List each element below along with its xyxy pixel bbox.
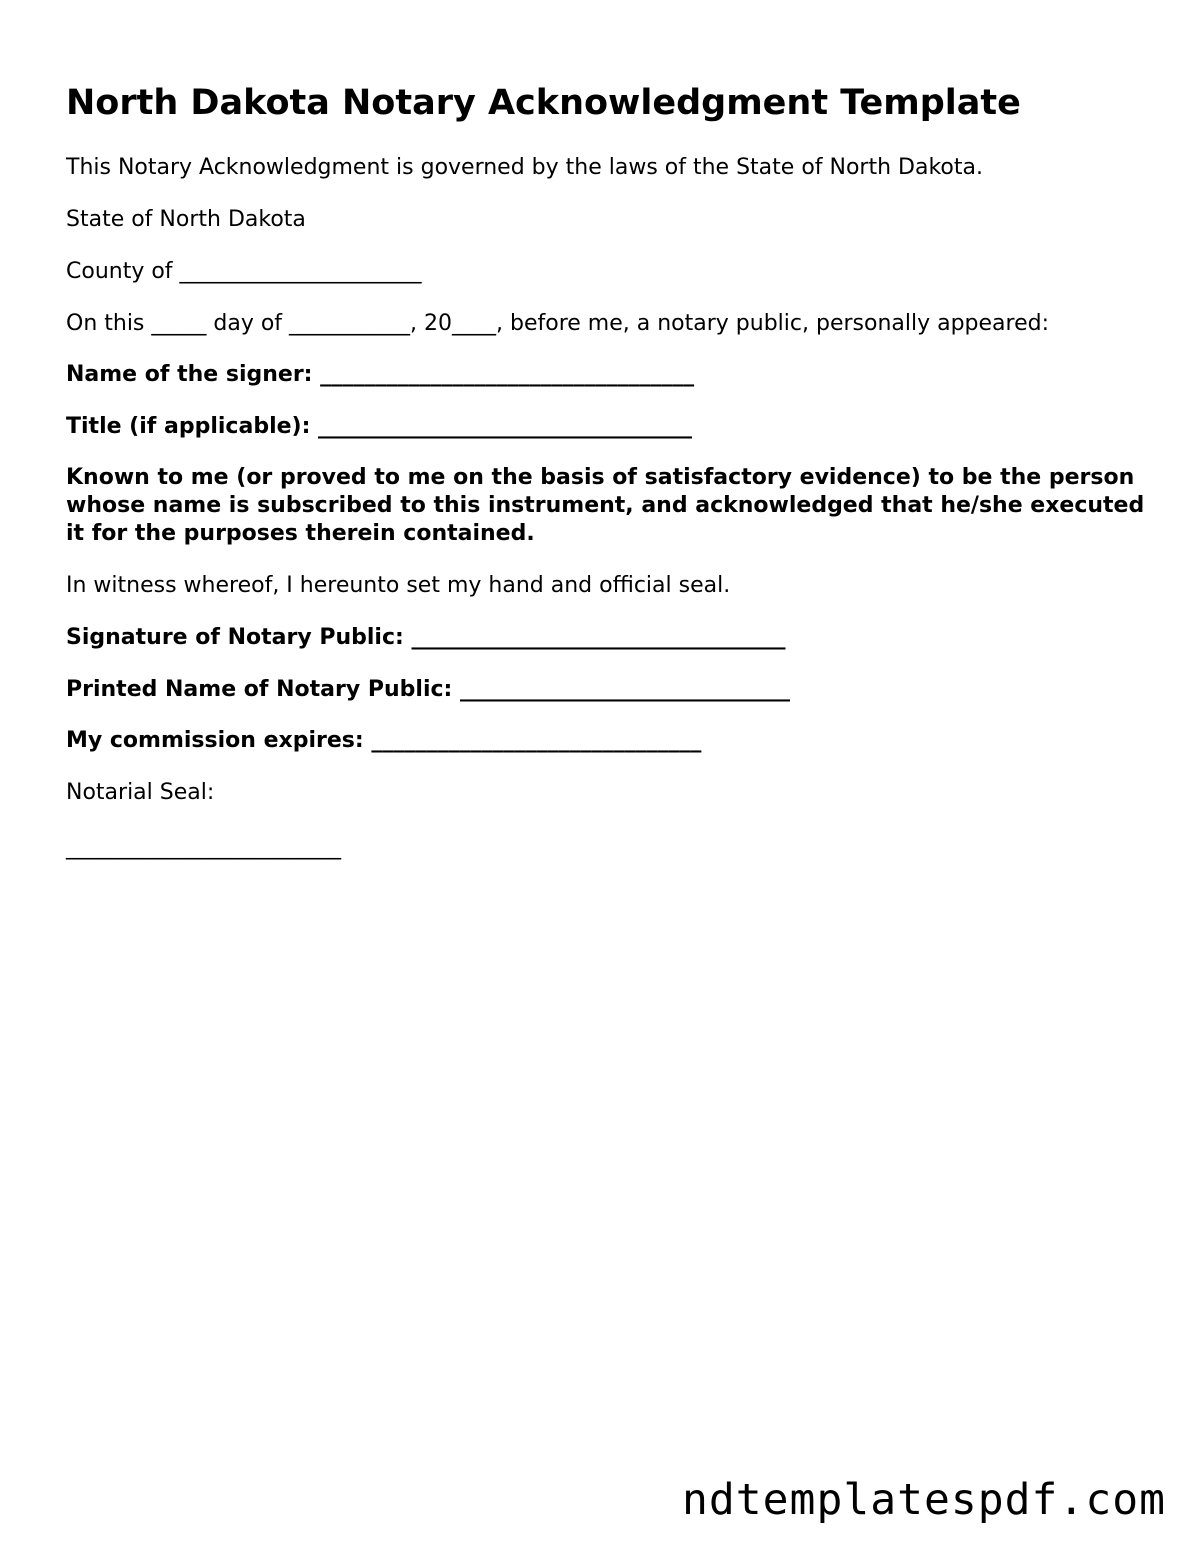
page-title: North Dakota Notary Acknowledgment Template: [66, 83, 1021, 123]
watermark: ndtemplatespdf.com: [682, 1475, 1166, 1525]
state-line: State of North Dakota: [66, 207, 306, 232]
county-field: County of ______________________: [66, 259, 422, 284]
known-statement: Known to me (or proved to me on the basis of satisfactory evidence) to be the person whose name is subscribed to this instrument, and acknowledged that he/she executed it for the purposes therein contained.: [66, 465, 1145, 546]
seal-line: _________________________: [66, 835, 341, 860]
title-field: Title (if applicable): __________________________________: [66, 414, 693, 439]
intro-text: This Notary Acknowledgment is governed by the laws of the State of North Dakota.: [66, 155, 983, 180]
witness-text: In witness whereof, I hereunto set my hand and official seal.: [66, 573, 731, 598]
notary-printed-name-field: Printed Name of Notary Public: ______________________________: [66, 677, 790, 702]
signer-name-field: Name of the signer: __________________________________: [66, 362, 695, 387]
notary-signature-field: Signature of Notary Public: __________________________________: [66, 625, 786, 650]
notarial-seal-label: Notarial Seal:: [66, 780, 215, 805]
commission-expires-field: My commission expires: ______________________________: [66, 728, 702, 753]
date-line: On this _____ day of ___________, 20____, before me, a notary public, personally appeared:: [66, 311, 1050, 336]
